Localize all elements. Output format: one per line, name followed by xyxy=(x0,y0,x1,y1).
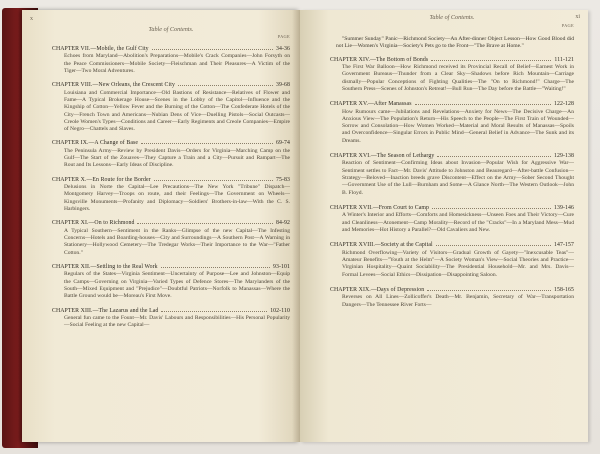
left-page-header xyxy=(30,16,290,46)
right-page xyxy=(300,10,588,442)
chapter-title: CHAPTER VIII.—New Orleans, the Crescent City xyxy=(52,82,175,89)
continued-description: "Summer Sunday" Panic—Richmond Society—An After-dinner Object Lesson—How Good Blood did not Lie—Women's Virginia—Society's Pets go to the Front—"The Brave at Home." xyxy=(336,36,574,50)
toc-entry xyxy=(52,82,290,133)
toc-entry xyxy=(330,242,574,279)
chapter-title: CHAPTER VII.—Mobile, the Gulf City xyxy=(52,46,149,52)
chapter-title: CHAPTER XIII.—The Lazarus and the Lad xyxy=(52,307,159,314)
right-page-header xyxy=(330,14,580,36)
right-running-head: Table of Contents. xyxy=(429,14,475,21)
chapter-description: Delusions in Norte the Capital—Lee Precautions—The New York "Tribune" Dispatch—Montgomery Harvey—Troops on route, and their Feelings—The Government on Wheels—Kingsville Monuments—Profanity and Diplomacy—Soldiers' Brothers-in-law—With the C. S. Harbingers. xyxy=(64,184,290,213)
chapter-pages: 147-157 xyxy=(553,242,574,249)
chapter-title: CHAPTER X.—En Route for the Border xyxy=(52,176,151,183)
left-page-number: x xyxy=(30,16,33,22)
chapter-description: Louisiana and Commercial Importance—Old Bastions of Resistance—Relatives of Flower and Fame—A Typical Brokerage House—Scenes in the Lobby of the Capitol—Influence and the Kingship of Cotton—Yellow Fever and the Burning of the Cotton—The Confederate Hotels of the City—French Town and Americans—Nubian Dens of Vice—Duelling Pistols—Social Outcasts—Creole Women's Types—Conditions and Career—Early Regiments and Creole Companies—Empire of Negro—Chattels and Slaves. xyxy=(64,89,290,133)
chapter-pages: 111-121 xyxy=(554,56,574,63)
chapter-title: CHAPTER XIX.—Days of Depression xyxy=(330,286,425,293)
toc-entry xyxy=(330,57,574,94)
toc-entry xyxy=(330,153,574,197)
chapter-pages: 158-165 xyxy=(553,286,574,293)
chapter-title: CHAPTER XVIII.—Society at the Capital xyxy=(330,242,433,249)
chapter-pages: 93-101 xyxy=(272,263,290,270)
toc-entry xyxy=(330,101,574,145)
chapter-pages: 34-36 xyxy=(275,46,290,52)
chapter-pages: 75-83 xyxy=(275,176,290,183)
toc-entry xyxy=(52,264,290,301)
left-entries xyxy=(52,46,290,330)
chapter-pages: 69-74 xyxy=(275,140,290,147)
chapter-title: CHAPTER XIV.—The Bottom of Bonds xyxy=(330,56,429,63)
left-page xyxy=(22,10,300,442)
chapter-title: CHAPTER XII.—Settling to the Real Work xyxy=(52,263,158,270)
chapter-description: Richmond Overflowing—Variety of Visitors—Gradual Growth of Gayety—"Inexcusable Teas"—Amateur Benefits—"Youth at the Helm"—A Society Woman's View—Social Theories and Practice—Virginian Hospitality—Quaint Sociability—The Presidential Household—Mr. and Mrs. Davis—Formal Levees—Social Ethics—Dissipation—Disappointing Saloon. xyxy=(342,249,574,278)
toc-entry xyxy=(52,140,290,169)
toc-entry xyxy=(330,287,574,309)
chapter-pages: 84-92 xyxy=(275,220,290,227)
left-page-column-label: PAGE xyxy=(277,34,290,39)
chapter-title: CHAPTER XV.—After Manassas xyxy=(330,101,412,108)
chapter-title: CHAPTER IX.—A Change of Base xyxy=(52,140,139,147)
chapter-description: General fun came to the Fount—Mr. Davis' Labours and Responsibilities—His Personal Popularity—Social Feeling at the new Capital— xyxy=(64,314,290,329)
left-running-head: Table of Contents. xyxy=(148,26,194,33)
chapter-pages: 39-68 xyxy=(275,82,290,89)
chapter-description: Reverses on All Lines—Zollicoffer's Death—Mr. Benjamin, Secretary of War—Transportation Dangers—The Tennessee River Forts— xyxy=(342,294,574,308)
chapter-description: Reaction of Sentiment—Confirming Ideas about Invasion—Popular Wish for Aggressive War—Sentiment settles to Fact—Mr. Davis' Attitude to Johnston and Beauregard—After-battle Confusion—Strategy—Beloved—Inaction breeds grave Discontent—Effect on the Army—Sober Second Thought—Government Use of the Lull—Burnham and Some—A Glance North—The Western Outlook—John B. Floyd. xyxy=(342,160,574,196)
chapter-pages: 102-110 xyxy=(270,307,290,314)
chapter-pages: 139-146 xyxy=(553,204,574,211)
chapter-description: The First War Balloon—How Richmond received its Provincial Recall of Belief—Earnest Work in Government Bureaus—Thunder from a Clear Sky—Shadows before Rich Mountain—Carriage dismally—Popular Conceptions of Fighting Qualities—The "On to Richmond!" Charge—The Southern Press—Scenes of Johnston's Retreat!—Bull Run—The Day before the Battle—"Waiting!" xyxy=(342,64,574,92)
chapter-pages: 129-138 xyxy=(553,153,574,160)
chapter-description: Echoes from Maryland—Abolition's Preparations—Mobile's Crack Companies—John Forsyth on the Peace Commissioners—Mobile Society—Fleischman and Their Pleasures—A Victim of the Tiger—Two Moral Adventures. xyxy=(64,53,290,74)
right-page-column-label: PAGE xyxy=(561,23,574,28)
chapter-description: How Rumours came—Jubilations and Revelations—Anxiety for News—The Decisive Charge—An Anxious View—The Population's Return—His Speech to the People—The First Train of Wounded—Sorrow and Consolation—How Women Worked—Material and Moral Results of Manassas—Spoils and Overconfidence—Singular Errors in Public Mind—General Belief in Advance—The Sunk and its Dreams. xyxy=(342,108,574,144)
chapter-description: Regulars of the States—Virginia Sentiment—Uncertainty of Purpose—Lee and Johnston—Equip the Camps—Governing on Virginia—Varied Types of Defence Stores—The Marylanders of the South—Mixed Equipment and "Prejudice"—Doubtful Patriots—Norfolk to Manassas—Where the Battle Ground would be—Moreau's First Move. xyxy=(64,271,290,300)
toc-entry xyxy=(52,220,290,257)
chapter-description: The Peninsula Army—Review by President Davis—Orders for Virginia—Marching Camp on the Gulf—The Start of the Zouaves—They Capture a Train and a City—Pursuit and Rampart—The Rout and Its Lessons—Early Ideas of Discipline. xyxy=(64,147,290,169)
chapter-title: CHAPTER XVI.—The Season of Lethargy xyxy=(330,153,435,160)
toc-entry xyxy=(52,46,290,75)
toc-entry xyxy=(52,177,290,214)
toc-entry xyxy=(52,308,290,330)
chapter-description: A Typical Southern—Sentiment in the Ranks—Glimpse of the new Capital—The Infesting Concerns—Hotels and Boarding-houses—City and Surroundings—A Southern Post—A Warning in Stationery—Hollywood Cemetery—The Tredegar Works—Their Importance to the War—"Father Cotton." xyxy=(64,227,290,256)
chapter-description: A Winter's Interior and Efforts—Comforts and Homesickness—Unseen Foes and Their Victory—Cure and Cleanliness—Atonement—Camp Morality—Record of the "Cracks"—In a Maryland Mess—Mud and Memories—Hot History a Parallel?—Old Cavaliers and New. xyxy=(342,212,574,233)
chapter-title: CHAPTER XI.—On to Richmond xyxy=(52,220,135,227)
right-entries xyxy=(330,57,574,309)
chapter-pages: 122-128 xyxy=(553,101,574,108)
right-page-number: xi xyxy=(575,14,580,20)
chapter-title: CHAPTER XVII.—From Court to Camp xyxy=(330,204,430,211)
toc-entry xyxy=(330,205,574,234)
